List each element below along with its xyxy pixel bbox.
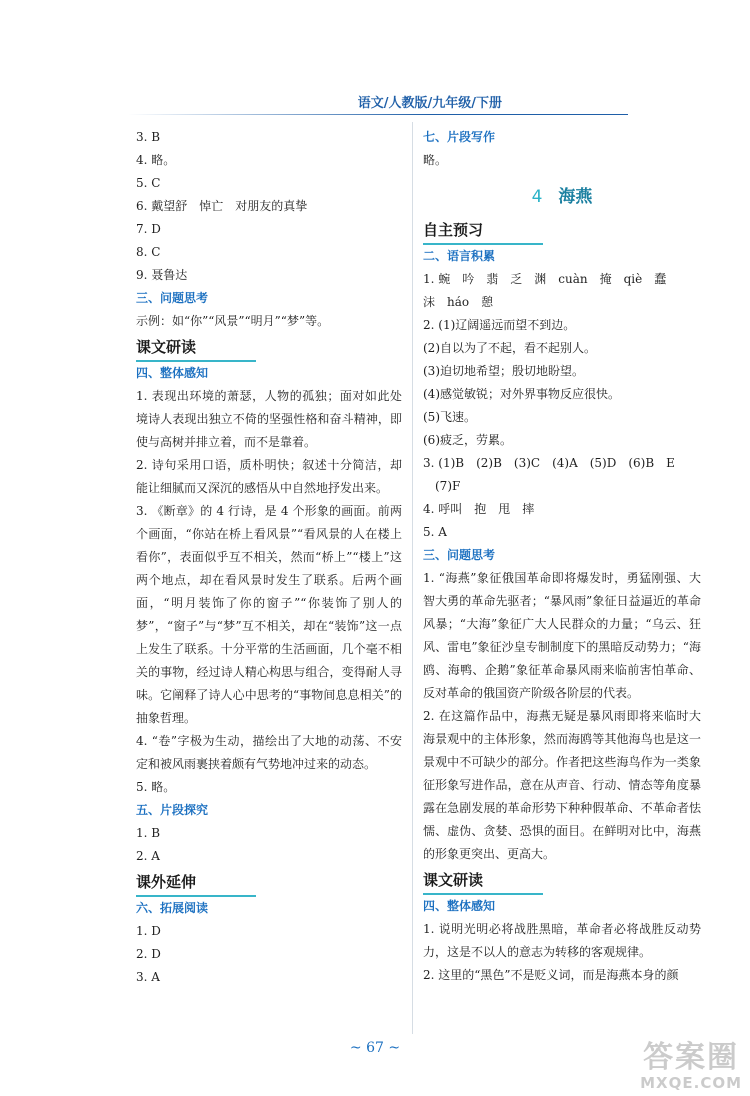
- subsection-heading: 四、整体感知: [136, 366, 209, 380]
- site-watermark: [640, 1042, 742, 1092]
- answer-line: (4)感觉敏锐；对外界事物反应很快。: [423, 387, 620, 401]
- lesson-number: 4: [531, 187, 543, 207]
- subsection-heading: 三、问题思考: [423, 548, 496, 562]
- answer-paragraph: 1. “海燕”象征俄国革命即将爆发时，勇猛刚强、大智大勇的革命先驱者；“暴风雨”象征日益逼近的革命风暴；“大海”象征广大人民群众的力量；“乌云、狂风、雷电”象征沙皇专制制度下的黑暗反动势力；“海鸥、海鸭、企鹅”象征革命暴风雨来临前害怕革命、反对革命的俄国资产阶级各阶层的代表。: [423, 571, 701, 700]
- watermark-url: MXQE.COM: [640, 1074, 742, 1092]
- answer-line: 略。: [423, 153, 448, 167]
- section-heading: 课文研读: [423, 868, 543, 895]
- section-heading: 课文研读: [136, 335, 256, 362]
- answer-paragraph: 4. “卷”字极为生动，描绘出了大地的动荡、不安定和被风雨裹挟着颇有气势地冲过来的动态。: [136, 734, 402, 771]
- answer-line: 7. D: [136, 222, 161, 236]
- page-number: ~ 67 ~: [349, 1040, 401, 1056]
- answer-line: (3)迫切地希望；殷切地盼望。: [423, 364, 584, 378]
- answer-paragraph: 1. 说明光明必将战胜黑暗，革命者必将战胜反动势力，这是不以人的意志为转移的客观规律。: [423, 922, 701, 959]
- answer-paragraph: 1. 表现出环境的萧瑟，人物的孤独；面对如此处境诗人表现出独立不倚的坚强性格和奋斗精神，即使与高树并排立着，而不是靠着。: [136, 389, 402, 449]
- answer-line: 3. (1)B (2)B (3)C (4)A (5)D (6)B E: [423, 456, 675, 470]
- left-column: [136, 126, 402, 989]
- answer-line: 8. C: [136, 245, 161, 259]
- subsection-heading: 二、语言积累: [423, 249, 496, 263]
- running-header: 语文/人教版/九年级/下册: [357, 96, 502, 111]
- answer-line: (6)疲乏，劳累。: [423, 433, 512, 447]
- answer-paragraph: 2. 诗句采用口语，质朴明快；叙述十分简洁，却能让细腻而又深沉的感悟从中自然地抒发出来。: [136, 458, 402, 495]
- section-heading: 课外延伸: [136, 870, 256, 897]
- header-rule: [128, 114, 628, 115]
- answer-line: (2)自以为了不起，看不起别人。: [423, 341, 596, 355]
- answer-line: (5)飞速。: [423, 410, 476, 424]
- answer-line: 沫 háo 憩: [423, 295, 494, 309]
- answer-line: 9. 聂鲁达: [136, 268, 188, 282]
- section-heading: 自主预习: [423, 218, 543, 245]
- answer-line: 4. 略。: [136, 153, 176, 167]
- lesson-title: [423, 182, 701, 212]
- answer-paragraph: 2. 在这篇作品中，海燕无疑是暴风雨即将来临时大海景观中的主体形象，然而海鸥等其他海鸟也是这一景观中不可缺少的部分。作者把这些海鸟作为一类象征形象写进作品，意在从声音、行动、情态等角度暴露在急剧发展的革命形势下种种假革命、不革命者怯懦、虚伪、贪婪、恐惧的面目。在鲜明对比中，海燕的形象更突出、更高大。: [423, 709, 701, 861]
- answer-paragraph: 3. 《断章》的 4 行诗，是 4 个形象的画面。前两个画面，“你站在桥上看风景”“看风景的人在楼上看你”，表面似乎互不相关，然而“桥上”“楼上”这两个地点，却在看风景时发生了联系。后两个画面，“明月装饰了你的窗子”“你装饰了别人的梦”，“窗子”与“梦”互不相关，却在“装饰”这一点上发生了联系。十分平常的生活画面，几个毫不相关的事物，经过诗人精心构思与组合，变得耐人寻味。它阐释了诗人心中思考的“事物间息息相关”的抽象哲理。: [136, 504, 402, 725]
- answer-line: 2. D: [136, 947, 161, 961]
- answer-line: 1. D: [136, 924, 161, 938]
- answer-line: 5. A: [423, 525, 447, 539]
- column-divider: [412, 122, 413, 1034]
- watermark-logo: 答案圈: [643, 1040, 740, 1075]
- answer-line: 1. B: [136, 826, 161, 840]
- answer-line: 3. A: [136, 970, 160, 984]
- answer-paragraph: 2. 这里的“黑色”不是贬义词，而是海燕本身的颜: [423, 968, 679, 982]
- subsection-heading: 五、片段探究: [136, 803, 209, 817]
- subsection-heading: 六、拓展阅读: [136, 901, 209, 915]
- answer-line: 3. B: [136, 130, 161, 144]
- answer-line: 5. 略。: [136, 780, 176, 794]
- subsection-heading: 四、整体感知: [423, 899, 496, 913]
- right-column: [423, 126, 701, 987]
- subsection-heading: 三、问题思考: [136, 291, 209, 305]
- subsection-heading: 七、片段写作: [423, 130, 496, 144]
- answer-line: 4. 呼叫 抱 甩 摔: [423, 502, 535, 516]
- answer-line: 示例：如“你”“风景”“明月”“梦”等。: [136, 314, 330, 328]
- lesson-name: 海燕: [558, 187, 593, 207]
- answer-line: 6. 戴望舒 悼亡 对朋友的真挚: [136, 199, 308, 213]
- answer-line: 1. 蜿 吟 翡 乏 渊 cuàn 掩 qiè 蠢: [423, 272, 667, 286]
- answer-line: 5. C: [136, 176, 161, 190]
- answer-line: (7)F: [423, 479, 461, 493]
- answer-line: 2. A: [136, 849, 160, 863]
- answer-line: 2. (1)辽阔遥远而望不到边。: [423, 318, 576, 332]
